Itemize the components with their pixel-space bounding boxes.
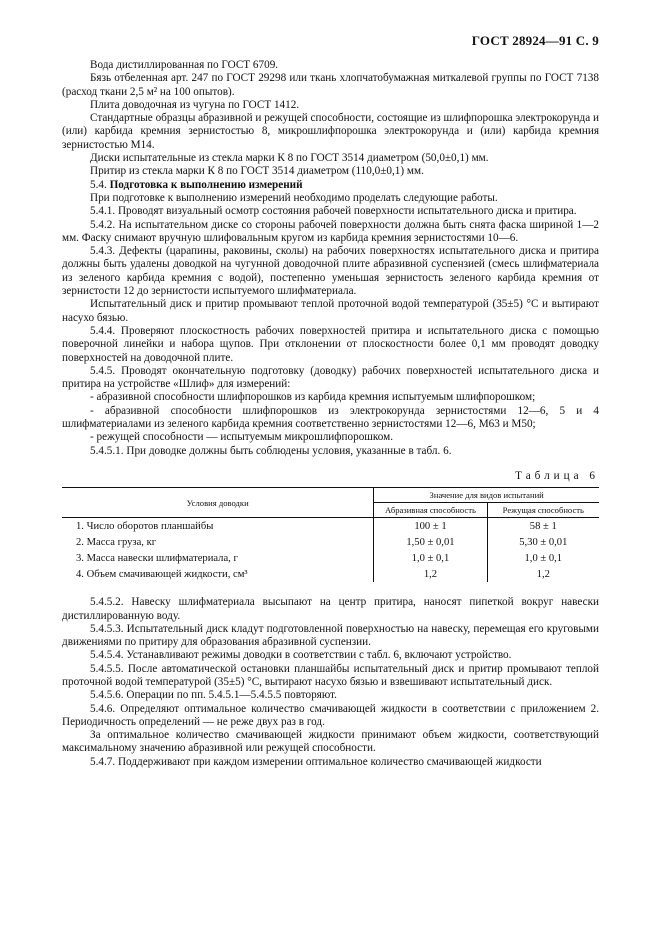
para-top-0: Вода дистиллированная по ГОСТ 6709. [90, 59, 279, 71]
para-mid-7: - абразивной способности шлифпорошков из карбида кремния испытуемым шлифпорошком; [90, 391, 536, 404]
para-bottom-0: 5.4.5.2. Навеску шлифматериала высыпают на центр притира, наносят пипеткой вокруг навески дистиллированную воду. [62, 596, 599, 622]
cell-cutting: 1,0 ± 0,1 [487, 550, 599, 566]
col-header-conditions: Условия доводки [62, 488, 374, 518]
cell-condition: 2. Масса груза, кг [76, 536, 157, 548]
para-mid-1: 5.4.1. Проводят визуальный осмотр состояния рабочей поверхности испытательного диска и притира. [90, 205, 577, 218]
para-top-5: Притир из стекла марки К 8 по ГОСТ 3514 диаметром (110,0±0,1) мм. [90, 165, 424, 178]
table-row [62, 566, 599, 582]
cell-cutting: 1,2 [487, 566, 599, 582]
para-top-1: Бязь отбеленная арт. 247 по ГОСТ 29298 или ткань хлопчатобумажная миткалевой группы по ГОСТ 7138 (расход ткани 2,5 м² на 100 опытов). [62, 72, 599, 98]
cell-condition: 3. Масса навески шлифматериала, г [76, 552, 238, 564]
para-bottom-4: 5.4.5.6. Операции по пп. 5.4.5.1—5.4.5.5 повторяют. [90, 689, 337, 702]
sub-header-abrasive: Абразивная способность [374, 503, 487, 518]
table-row [62, 550, 599, 566]
para-top-2: Плита доводочная из чугуна по ГОСТ 1412. [90, 98, 300, 111]
para-top-3: Стандартные образцы абразивной и режущей способности, состоящие из шлифпорошка электрокорунда и (или) карбида кремния зернистостью 8, микрошлифпорошка электрокорунда и (или) карбида кремния зернистостью М14. [62, 112, 599, 151]
sub-header-cutting: Режущая способность [487, 503, 599, 518]
cell-cutting: 58 ± 1 [487, 518, 599, 535]
table-row [62, 518, 599, 535]
para-mid-10: 5.4.5.1. При доводке должны быть соблюдены условия, указанные в табл. 6. [90, 444, 452, 457]
para-mid-3: 5.4.3. Дефекты (царапины, раковины, сколы) на рабочих поверхностях испытательного диска и притира должны быть удалены доводкой на чугунной доводочной плите абразивной суспензией (смесь шлифматериала из зеленого карбида кремния с водой), постепенно уменьшая зернистость зеленого карбида кремния от зернистости 12 до зернистости испытуемого шлифматериала. [62, 245, 599, 298]
para-top-4: Диски испытательные из стекла марки К 8 по ГОСТ 3514 диаметром (50,0±0,1) мм. [90, 152, 489, 165]
para-mid-5: 5.4.4. Проверяют плоскостность рабочих поверхностей притира и испытательного диска с помощью поверочной линейки и набора щупов. При отклонении от плоскостности более 0,1 мм проводят доводку поверхностей на доводочной плите. [62, 324, 599, 364]
table-row [62, 534, 599, 550]
para-bottom-1: 5.4.5.3. Испытательный диск кладут подготовленной поверхностью на навеску, перемещая его круговыми движениями по притиру для образования абразивной суспензии. [62, 622, 599, 649]
para-bottom-6: За оптимальное количество смачивающей жидкости принимают объем жидкости, соответствующий максимальному значению абразивной или режущей способности. [62, 729, 599, 755]
para-mid-8: - абразивной способности шлифпорошков из электрокорунда зернистостями 12—6, 5 и 4 шлифматериалами из зеленого карбида кремния соответственно зернистостями 12—6, М63 и М50; [62, 404, 599, 431]
section-number: 5.4. [90, 178, 107, 191]
table-caption: Таблица 6 [515, 469, 599, 482]
conditions-table [62, 487, 599, 582]
para-mid-2: 5.4.2. На испытательном диске со стороны рабочей поверхности должна быть снята фаска шириной 1—2 мм. Фаску снимают вручную шлифовальным кругом из карбида кремния зернистостями 10—6. [62, 218, 599, 244]
para-bottom-3: 5.4.5.5. После автоматической остановки планшайбы испытательный диск и притир промывают теплой проточной водой температурой (35±5) °С, вытирают насухо бязью и взвешивают испытательный диск. [62, 662, 599, 688]
cell-abrasive: 1,0 ± 0,1 [374, 550, 487, 566]
section-title: Подготовка к выполнению измерений [109, 178, 303, 191]
cell-cutting: 5,30 ± 0,01 [487, 534, 599, 550]
cell-condition: 1. Число оборотов планшайбы [76, 520, 214, 532]
page-header: ГОСТ 28924—91 С. 9 [471, 33, 599, 48]
group-header-values: Значение для видов испытаний [374, 488, 599, 503]
document-body [62, 59, 599, 769]
para-mid-9: - режущей способности — испытуемым микрошлифпорошком. [90, 431, 394, 444]
para-mid-4: Испытательный диск и притир промывают теплой проточной водой температурой (35±5) °С и вытирают насухо бязью. [62, 298, 599, 324]
para-mid-0: При подготовке к выполнению измерений необходимо проделать следующие работы. [90, 191, 498, 204]
cell-abrasive: 1,50 ± 0,01 [374, 534, 487, 550]
section-heading [62, 179, 599, 192]
cell-abrasive: 1,2 [374, 566, 487, 582]
para-bottom-7: 5.4.7. Поддерживают при каждом измерении оптимальное количество смачивающей жидкости [90, 755, 542, 768]
cell-abrasive: 100 ± 1 [374, 518, 487, 535]
cell-condition: 4. Объем смачивающей жидкости, см³ [76, 568, 248, 580]
para-bottom-5: 5.4.6. Определяют оптимальное количество смачивающей жидкости в соответствии с приложением 2. Периодичность определений — не реже двух раз в год. [62, 702, 599, 728]
para-mid-6: 5.4.5. Проводят окончательную подготовку (доводку) рабочих поверхностей испытательного диска и притира на устройстве «Шлиф» для измерений: [62, 364, 599, 391]
para-bottom-2: 5.4.5.4. Устанавливают режимы доводки в соответствии с табл. 6, включают устройство. [90, 649, 512, 662]
